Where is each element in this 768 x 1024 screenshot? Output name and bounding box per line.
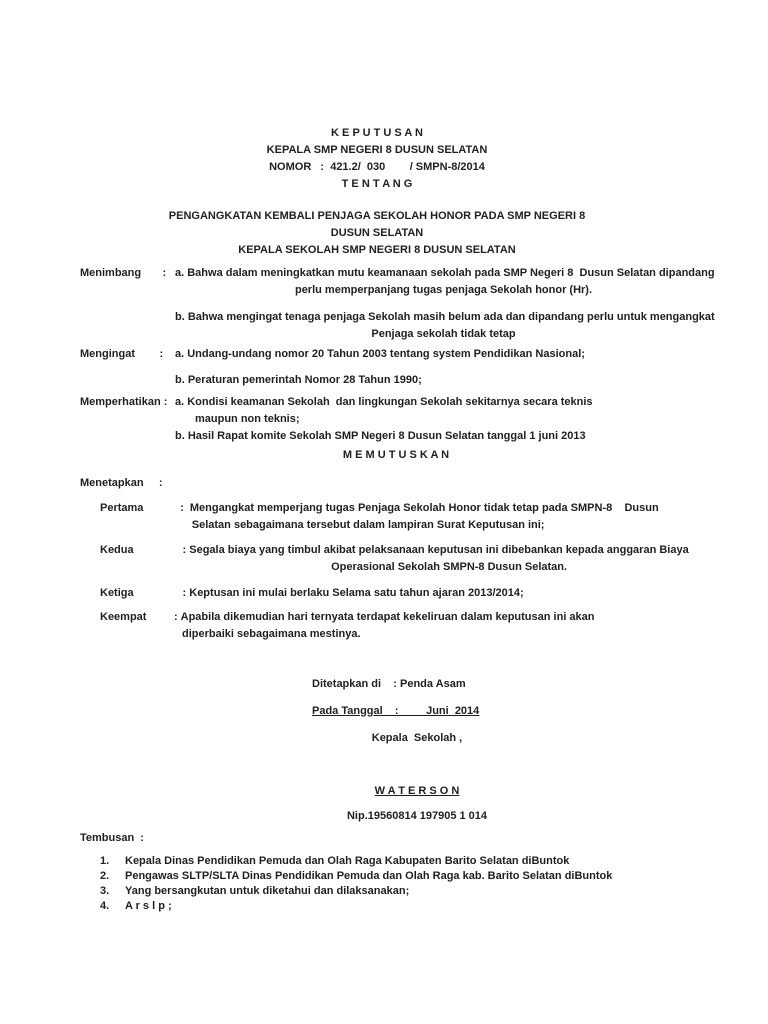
memperhatikan-item-a-line1: a. Kondisi keamanan Sekolah dan lingkungan Sekolah sekitarnya secara teknis (175, 396, 593, 408)
item-text: Yang bersangkutan untuk diketahui dan dilaksanakan; (125, 885, 410, 897)
keempat-line1: Apabila dikemudian hari ternyata terdapat kekeliruan dalam keputusan ini akan (178, 611, 595, 623)
tanggal-line: Pada Tanggal : Juni 2014 (312, 705, 480, 717)
tembusan-list (80, 854, 712, 914)
menimbang-item-a-line1: a. Bahwa dalam meningkatkan mutu keamanaan sekolah pada SMP Negeri 8 Dusun Selatan dipandang (175, 267, 715, 279)
memperhatikan-label: Memperhatikan : (80, 396, 168, 408)
kepala-sekolah-line: Kepala Sekolah , (371, 732, 463, 744)
tembusan-section (80, 830, 712, 914)
item-number: 1. (100, 855, 110, 867)
kedua-label: Kedua : (100, 544, 187, 556)
keempat-row (80, 609, 712, 643)
mengingat-content (175, 346, 712, 389)
decree-issuer: KEPALA SMP NEGERI 8 DUSUN SELATAN (266, 144, 488, 156)
ketiga-row (80, 585, 712, 602)
pertama-content (184, 500, 712, 534)
mengingat-section (80, 346, 712, 389)
signature-block (312, 676, 522, 825)
memperhatikan-item-a-line2: maupun non teknis; (195, 413, 300, 425)
pertama-label: Pertama : (100, 502, 184, 514)
keempat-label: Keempat : (100, 611, 178, 623)
menetapkan-label: Menetapkan : (80, 477, 163, 489)
tembusan-label: Tembusan : (80, 832, 144, 844)
menimbang-item-a-line2: perlu memperpanjang tugas penjaga Sekolah honor (Hr). (294, 284, 593, 296)
tembusan-item-3 (100, 884, 712, 899)
item-number: 3. (100, 885, 110, 897)
subject-line-2: DUSUN SELATAN (330, 227, 424, 239)
menimbang-item-b-line2: Penjaga sekolah tidak tetap (371, 328, 516, 340)
signer-nip: Nip.19560814 197905 1 014 (346, 810, 488, 822)
kedua-content (186, 542, 712, 576)
pertama-line1: Mengangkat memperjang tugas Penjaga Sekolah Honor tidak tetap pada SMPN-8 Dusun (183, 502, 659, 514)
kedua-row (80, 542, 712, 576)
memperhatikan-section (80, 394, 712, 445)
menimbang-label: Menimbang : (80, 267, 167, 279)
mengingat-item-a: a. Undang-undang nomor 20 Tahun 2003 tentang system Pendidikan Nasional; (175, 348, 585, 360)
ketiga-line1: Keptusan ini mulai berlaku Selama satu tahun ajaran 2013/2014; (186, 587, 524, 599)
kedua-line2: Operasional Sekolah SMPN-8 Dusun Selatan. (331, 561, 568, 573)
item-text: Pengawas SLTP/SLTA Dinas Pendidikan Pemuda dan Olah Raga kab. Barito Selatan diBuntok (125, 870, 613, 882)
subject-line-3: KEPALA SEKOLAH SMP NEGERI 8 DUSUN SELATAN (238, 244, 516, 256)
ketiga-label: Ketiga : (100, 587, 187, 599)
decree-word: K E P U T U S A N (331, 127, 423, 139)
item-number: 4. (100, 900, 110, 912)
menetapkan-row (80, 475, 712, 492)
subject-line-1: PENGANGKATAN KEMBALI PENJAGA SEKOLAH HONOR PADA SMP NEGERI 8 (168, 210, 586, 222)
keempat-line2: diperbaiki sebagaimana mestinya. (182, 628, 361, 640)
menimbang-content (175, 265, 715, 343)
decree-header (80, 125, 712, 193)
item-text: Kepala Dinas Pendidikan Pemuda dan Olah Raga Kabupaten Barito Selatan diBuntok (125, 855, 570, 867)
pertama-line2: Selatan sebagaimana tersebut dalam lampiran Surat Keputusan ini; (191, 519, 545, 531)
memperhatikan-content (175, 394, 712, 445)
item-text: A r s l p ; (125, 900, 172, 912)
tembusan-item-4 (100, 899, 712, 914)
tembusan-item-2 (100, 869, 712, 884)
memutuskan-heading: M E M U T U S K A N (342, 449, 450, 461)
kedua-line1: Segala biaya yang timbul akibat pelaksanaan keputusan ini dibebankan kepada anggaran Biaya (186, 544, 689, 556)
tentang-word: T E N T A N G (341, 178, 413, 190)
decree-number: NOMOR : 421.2/ 030 / SMPN-8/2014 (269, 161, 485, 173)
item-number: 2. (100, 870, 110, 882)
mengingat-label: Mengingat : (80, 348, 164, 360)
memperhatikan-item-b: b. Hasil Rapat komite Sekolah SMP Negeri 8 Dusun Selatan tanggal 1 juni 2013 (175, 430, 586, 442)
decree-subject (80, 208, 712, 259)
pertama-row (80, 500, 712, 534)
menimbang-section (80, 265, 715, 343)
mengingat-item-b: b. Peraturan pemerintah Nomor 28 Tahun 1990; (175, 374, 422, 386)
keempat-content (178, 609, 712, 643)
ketiga-content (186, 585, 712, 602)
ditetapkan-line: Ditetapkan di : Penda Asam (312, 678, 466, 690)
menimbang-item-b-line1: b. Bahwa mengingat tenaga penjaga Sekolah masih belum ada dan dipandang perlu untuk mengangkat (175, 311, 715, 323)
signer-name: W A T E R S O N (374, 785, 460, 797)
tembusan-item-1 (100, 854, 712, 869)
